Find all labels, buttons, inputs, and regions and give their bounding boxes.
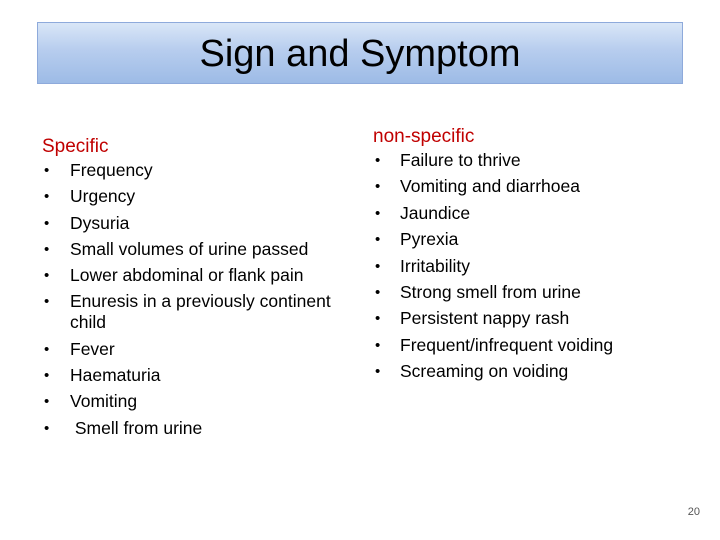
page-number: 20 [687, 506, 700, 518]
bullet-icon: • [44, 393, 50, 411]
list-item-text: Strong smell from urine [400, 281, 581, 302]
list-item [373, 335, 693, 356]
list-item-text: Screaming on voiding [400, 361, 569, 382]
list-item [42, 160, 362, 181]
list-item [373, 176, 693, 197]
list-item-text: Failure to thrive [400, 150, 521, 170]
list-item [373, 229, 693, 250]
list-item [42, 291, 362, 333]
specific-column [42, 134, 362, 444]
list-item [373, 256, 693, 277]
list-item-text: Urgency [70, 186, 136, 207]
list-item [42, 265, 362, 286]
list-item-text: Smell from urine [70, 417, 203, 438]
bullet-icon: • [375, 336, 381, 354]
bullet-icon: • [375, 178, 381, 196]
bullet-icon: • [375, 152, 381, 169]
list-item-text: Vomiting [70, 391, 138, 412]
bullet-icon: • [44, 162, 50, 179]
list-item-text: Frequent/infrequent voiding [400, 334, 614, 355]
list-item [42, 186, 362, 207]
list-item-text: Enuresis in a previously continent child [70, 291, 331, 333]
list-item-text: Vomiting and diarrhoea [400, 176, 580, 197]
list-item [42, 365, 362, 386]
specific-heading: Specific [42, 136, 109, 157]
list-item-text: Irritability [400, 255, 471, 276]
bullet-icon: • [44, 367, 50, 385]
non-specific-list [373, 150, 693, 382]
list-item [373, 308, 693, 329]
bullet-icon: • [44, 419, 50, 437]
list-item [42, 213, 362, 234]
bullet-icon: • [44, 267, 50, 285]
bullet-icon: • [375, 363, 381, 381]
list-item [373, 282, 693, 303]
bullet-icon: • [375, 257, 381, 275]
slide-title: Sign and Symptom [199, 33, 521, 75]
title-banner [37, 22, 683, 84]
non-specific-column [373, 124, 693, 388]
list-item [42, 239, 362, 260]
list-item [42, 339, 362, 360]
list-item [373, 361, 693, 382]
list-item-text: Pyrexia [400, 229, 459, 250]
bullet-icon: • [375, 231, 381, 249]
list-item-text: Jaundice [400, 202, 471, 223]
list-item [42, 418, 362, 439]
non-specific-heading: non-specific [373, 126, 475, 147]
bullet-icon: • [44, 188, 50, 206]
list-item-text: Frequency [70, 160, 153, 180]
bullet-icon: • [44, 240, 50, 258]
bullet-icon: • [375, 283, 381, 301]
list-item-text: Persistent nappy rash [400, 308, 570, 329]
list-item-text: Dysuria [70, 212, 130, 233]
bullet-icon: • [44, 293, 50, 311]
list-item-text: Lower abdominal or flank pain [70, 265, 304, 286]
bullet-icon: • [375, 204, 381, 222]
list-item-text: Small volumes of urine passed [70, 238, 309, 259]
bullet-icon: • [44, 214, 50, 232]
bullet-icon: • [44, 340, 50, 358]
specific-list [42, 160, 362, 439]
list-item [373, 150, 693, 171]
list-item-text: Fever [70, 338, 115, 359]
list-item-text: Haematuria [70, 365, 161, 386]
bullet-icon: • [375, 310, 381, 328]
list-item [373, 203, 693, 224]
list-item [42, 391, 362, 412]
